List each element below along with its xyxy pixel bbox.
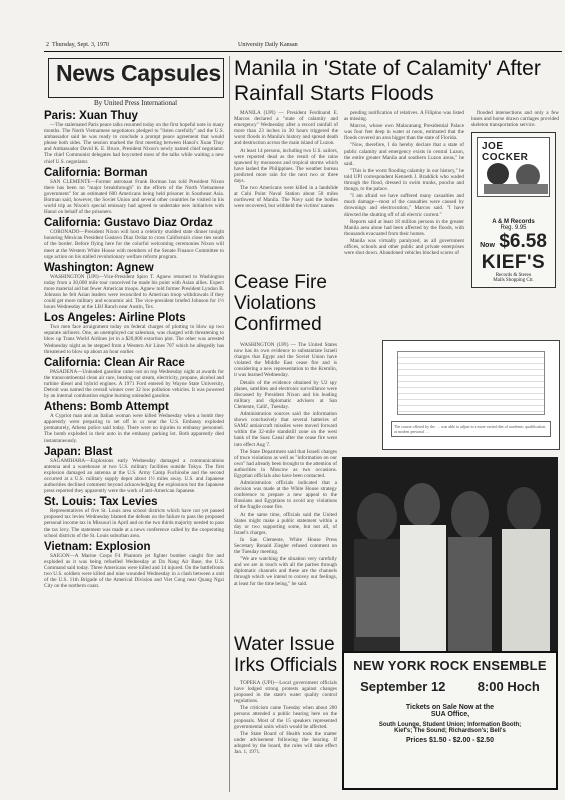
- sale-price-row: [472, 231, 555, 253]
- ad-chart-graphic: [397, 351, 545, 415]
- article-paragraph: "I am afraid we have suffered many casualties and much damage—most of the casualties were caused by drownings and electrocution," Marcos said. "I have directed the shutting off of all electric current.": [344, 193, 464, 218]
- capsule-body: [44, 122, 224, 165]
- ad-caption: The course offered by the … was able to adjust to a more varied diet of academic qualification at modest personal …: [391, 421, 551, 437]
- capsules-title: News Capsules: [56, 60, 221, 86]
- article-paragraph: Administration sources said the information shows conclusively that several batteries of SAM2 antiaircraft missiles were moved forward within the 32-mile standstill zone on the west bank of the Suez Canal after the cease fire went into effect Aug 7.: [234, 411, 337, 448]
- capsule-body: [44, 179, 224, 216]
- article-paragraph: WASHINGTON (UPI) — The United States now has its own evidence to substantiate Israeli charges that Egypt and the Soviet Union have violated the Middle East cease fire and is considering a new representation to the Kremlin, it was learned Wednesday.: [234, 342, 337, 379]
- issue-date: Thursday, Sept. 3, 1970: [52, 42, 109, 48]
- concert-date: September 12: [360, 679, 446, 694]
- capsule-paragraph: WASHINGTON (UPI)—Vice-President Spiro T. Agnew returned to Washington today from a 30,000 mile tour conceived he made his point with Asian allies. Expect more material aid but fewer American troops. Agnew told former President Lyndon B. Johnson he felt Asian leaders were reconciled to American troop withdrawals if they could get more military and economic aid. The vice-president briefed Johnson for 1½ hours Wednesday at the LBJ Ranch near Austin, Tex.: [44, 273, 224, 311]
- capsule-body: [44, 369, 224, 399]
- store-subtitle: Records & Stereo: [495, 273, 532, 278]
- regular-price: Reg. 9.95: [500, 225, 527, 231]
- capsule-head: Athens: Bomb Attempt: [44, 401, 169, 414]
- article-paragraph: MANILA (UPI) — President Ferdinand E. Marcos declared a "state of calamity and emergency" Wednesday after a record rainfall of more than 23 inches in 30 hours triggered the worst floods in Manila's history and spread death and destruction across the main island of Luzon.: [234, 110, 338, 147]
- capsule-body: [44, 413, 224, 443]
- capsule-head: Vietnam: Explosion: [44, 540, 151, 553]
- concert-band: NEW YORK ROCK ENSEMBLE: [353, 658, 547, 673]
- album-artist: JOE COCKER: [482, 141, 529, 163]
- article-paragraph: At least 14 persons, including two U.S. sailors, were reported dead as the result of the rains spawned by monsoons and tropical storms which have lashed the Philippines. The weather bureau predicted more rain for the next two or three days.: [234, 147, 338, 185]
- capsule-paragraph: —The stalemated Paris peace talks resumed today on the first hopeful note in many months. The North Vietnamese negotiators pledged to "listen carefully" and the U.S. ambassador said he was ready to conclude a prompt peace agreement that would please both sides. The session marked the first meeting between Hanoi's Xuan Thuy and Ambassador David K. E. Bruce, President Nixon's newly named chief negotiator. The chief Communist delegates had boycotted most of the talks while waiting a new chief U.S. negotiator.: [44, 122, 224, 165]
- capsule-head: Japan: Blast: [44, 445, 113, 458]
- page-number-date: [46, 42, 109, 48]
- capsule-head: California: Gustavo Diaz Ordaz: [44, 217, 213, 230]
- record-label: A & M Records: [492, 219, 535, 225]
- page-number: 2: [46, 42, 49, 48]
- capsule-head: Los Angeles: Airline Plots: [44, 312, 186, 325]
- article-paragraph: The two Americans were killed in a landslide at Cubi Point Naval Station about 50 miles northwest of Manila. The Navy said the bodies were recovered, but withheld the victims' names: [234, 185, 338, 210]
- manila-column-3: [471, 110, 559, 129]
- water-body: [234, 680, 337, 792]
- now-label: Now: [480, 242, 495, 249]
- column-divider: [229, 56, 230, 792]
- ticket-places-2: Kief's; The Sound; Richardson's; Bell's: [394, 728, 506, 734]
- concert-advertisement: [342, 651, 558, 790]
- article-paragraph: flooded intersections and only a few buses and horse drawn carriages provided skeleton transportation service.: [471, 110, 559, 129]
- capsule-paragraph: CORONADO—President Nixon will host a celebrity studded state dinner tonight honoring Mexican President Gustavo Diaz Ordaz to cross California's close ties south of the border. Before flying here for the colorful welcoming ceremonies Nixon will meet at the Western White House with members of the Senate Finance Committee to urge action on his stalled revolutionary welfare reform program.: [44, 229, 224, 260]
- article-paragraph: "Now, therefore, I do hereby declare that a state of public calamity and emergency exists in central Luzon, the entire greater Manila and southern Luzon areas," he said.: [344, 142, 464, 167]
- article-paragraph: At the same time, officials said the United States might make a public statement within a day or two supporting some, but not all, of Israel's charges.: [234, 511, 337, 536]
- capsule-paragraph: SAGAMIHARA—Explosions early Wednesday damaged a communications antenna and a warehouse at two U.S. military facilities outside Tokyo. The first explosion damaged an antenna at the U.S. Army Camp Fuchinobe and the second occurred at a U.S. military supply depot about 1½ miles away. U.S. and Japanese authorities declined comment beyond acknowledging the explosions but the Japanese press reported they apparently were the work of anti-American Japanese.: [44, 457, 224, 495]
- article-paragraph: The State Board of Health took the matter under advisement following the hearing. If adopted by the board, the rules will take effect Jan. 1, 1971.: [234, 730, 337, 756]
- record-advertisement: [471, 132, 556, 288]
- capsule-body: [44, 458, 224, 495]
- capsule-head: Paris: Xuan Thuy: [44, 110, 138, 122]
- article-paragraph: TOPEKA (UPI)—Local government officials have lodged strong protests against changes proposed in the state's water quality control regulations.: [234, 680, 337, 705]
- header-rule: [44, 51, 562, 52]
- concert-time: 8:00 Hoch: [477, 679, 540, 694]
- article-paragraph: Reports said at least 18 million persons in the greater Manila area alone had been affected by the floods, with thousands evacuated from their homes.: [344, 218, 464, 237]
- capsule-head: St. Louis: Tax Levies: [44, 496, 158, 509]
- water-headline: Water Issue Irks Officials: [234, 634, 338, 676]
- ticket-office: SUA Office,: [430, 711, 470, 718]
- ticket-places-1: South Lounge, Student Union; Information Booth;: [378, 722, 522, 728]
- ceasefire-headline: Cease Fire Violations Confirmed: [234, 272, 327, 335]
- capsule-head: Washington: Agnew: [44, 261, 154, 274]
- capsule-paragraph: SAN CLEMENTE—Former astronaut Frank Borman has told President Nixon there has been no "major breakthrough" in the efforts of the North Vietnamese government" for an estimated 600 Americans being held prisoner in Southeast Asia. Borman said, however, the Soviet Union and several other countries he visited in his world trip as Nixon's special emissary had agreed to undertake new initiatives with Hanoi on behalf of the prisoners.: [44, 178, 224, 216]
- article-paragraph: Administration officials indicated that a decision was made at the White House strategy conference to prepare a new appeal to the Russians and Egyptians to avoid any violations of the fragile cease fire.: [234, 480, 337, 511]
- capsule-paragraph: SAIGON—A Marine Corps F4 Phantom jet fighter bomber caught fire and exploded as it was being refuelled Wednesday at Da Nang Air Base, the U.S. Command said today. Three Americans were killed and 14 injured. On the battlefronts two U.S. soldiers were killed and nine wounded Wednesday in a clash between a unit of the U.S. 11th Brigade of the Americal Division and Viet Cong near Quang Ngai City on the northern coast.: [44, 552, 224, 590]
- album-illustration: [478, 154, 550, 194]
- article-paragraph: pending notification of relatives. A Filipino was listed as missing.: [344, 110, 464, 123]
- manila-column-2: [344, 110, 464, 332]
- article-paragraph: In San Clemente, White House Press Secretary Ronald Ziegler refused comment on the Tuesday meeting.: [234, 536, 337, 556]
- capsule-body: [44, 324, 224, 354]
- middle-advertisement: [382, 340, 560, 450]
- band-photo-image: [342, 457, 558, 651]
- article-paragraph: Details of the evidence obtained by U2 spy planes, satellites and electronic surveillance were discussed by President Nixon and his leading military and diplomatic advisers at San Clemente, Calif., Tuesday.: [234, 379, 337, 410]
- band-photo: [342, 457, 558, 651]
- capsule-paragraph: PASADENA—Unleaded gasoline came out on top Wednesday night at awards for the transcontinental clean air race, beating out steam, electricity, propane, alcohol and turbine diesel and hybrid engines. A 1971 Ford entered by Wayne State University, Detroit was named the overall winner over 32 low pollution vehicles. It was powered by an internal combustion engine burning unleaded gasoline.: [44, 368, 224, 400]
- store-name: KIEF'S: [481, 252, 546, 273]
- capsules-column: [44, 110, 224, 590]
- article-paragraph: Marcos, whose own Malacanang Presidential Palace was four feet deep in water at noon, estimated that the floods covered an area bigger than the state of Florida.: [344, 123, 464, 142]
- article-paragraph: The State Department said that Israeli charges of truce violations as well as "information on our own" had already been brought to the attention of authorities in Moscow as two occasions. Egyptian officials also have been contacted.: [234, 448, 337, 479]
- capsule-body: [44, 274, 224, 311]
- capsule-body: [44, 229, 224, 259]
- article-paragraph: The criticism came Tuesday when about 200 persons attended a public hearing here on the proposals. Most of the 15 speakers represented governmental units which would be affected.: [234, 705, 337, 730]
- paper-name: University Daily Kansan: [238, 42, 298, 48]
- article-paragraph: Manila was virtually paralyzed, as all government offices, schools and other public and private enterprises were shut down. Abandoned vehicles blocked scores of: [344, 237, 464, 257]
- article-paragraph: "We are watching the situation very carefully and we are in touch with all the parties through diplomatic channels and these are the channels through which we intend to convey our feelings, at least for the time being," he said.: [234, 556, 337, 587]
- ticket-info: Tickets on Sale Now at the: [405, 704, 495, 711]
- sale-price: $6.58: [499, 231, 547, 252]
- capsule-head: California: Clean Air Race: [44, 356, 185, 369]
- capsule-head: California: Borman: [44, 166, 148, 179]
- capsule-paragraph: Representatives of five St. Louis area school districts which have not yet passed proposed tax levies Wednesday blamed the defeats on the failure to pass the proposed personal income tax in Missouri in April and on the two thirds majority needed to pass the tax levy. The statement was made at a news conference called by the cooperating school districts of the St. Louis suburban area.: [44, 508, 224, 539]
- capsule-body: [44, 508, 224, 538]
- capsule-body: [44, 553, 224, 590]
- concert-when: [344, 679, 556, 694]
- manila-headline: Manila in 'State of Calamity' After Rainfall Starts Floods: [234, 57, 541, 105]
- capsules-byline: By United Press International: [94, 99, 178, 107]
- ticket-prices: Prices $1.50 - $2.00 - $2.50: [406, 737, 494, 744]
- ceasefire-body: [234, 342, 337, 628]
- album-art: [477, 137, 550, 197]
- article-paragraph: "This is the worst flooding calamity in our history," he told UPI correspondent Kenneth J. Braddick who waded through the flood, dressed in swim trunks, poncho and thongs, to the palace.: [344, 167, 464, 193]
- manila-column-1: [234, 110, 338, 268]
- store-location: Malls Shopping Ctr.: [493, 278, 534, 283]
- capsule-paragraph: A Cypriot man and an Italian woman were killed Wednesday when a bomb they apparently were preparing to set off in or near the U.S. Embassy exploded prematurely, Athens police said today. There were no injuries to embassy personnel. The bomb exploded in their auto in the embassy parking lot. Both apparently died instantaneously.: [44, 413, 224, 444]
- capsule-paragraph: Two men face arraignment today on federal charges of plotting to blow up two separate airliners. One, an unemployed car salesman, was charged with threatening to blow up Trans World Airlines jet in a $20,000 extortion plot. The other was arrested Wednesday night as he stepped from a Western Air Lines 707 which he allegedly has threatened to blow up about an hour earlier.: [44, 324, 224, 355]
